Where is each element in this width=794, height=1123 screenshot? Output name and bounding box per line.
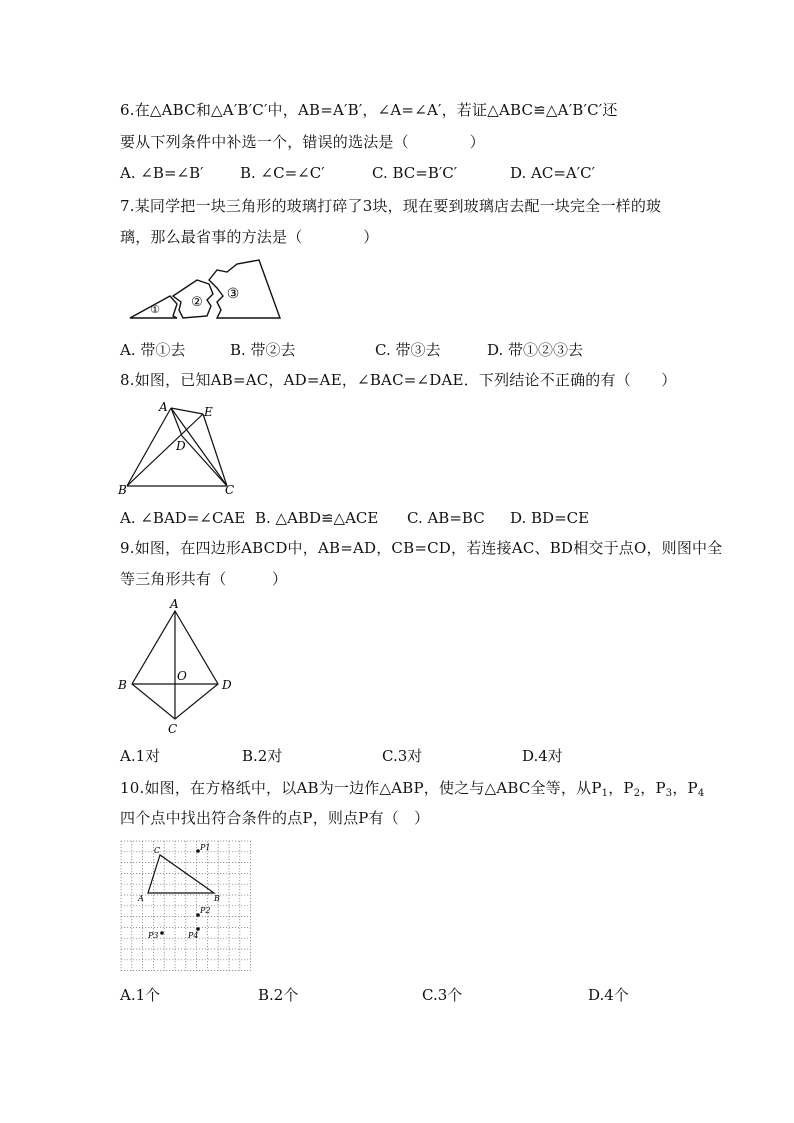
q10-label-p1: P1 [200, 843, 211, 852]
triangle-abc [148, 855, 214, 893]
q6-option-a: A. ∠B=∠B′ [120, 164, 204, 182]
q8-label-a: A [159, 400, 168, 414]
p1-subscript: 1 [601, 788, 609, 799]
q6-option-c: C. BC=B′C′ [372, 164, 458, 182]
q9-label-o: O [177, 669, 187, 683]
q8-option-a: A. ∠BAD=∠CAE [120, 509, 246, 527]
q10-option-a: A.1个 [120, 986, 161, 1004]
q8-label-d: D [176, 439, 186, 453]
q9-option-b: B.2对 [242, 747, 283, 765]
grid-lines [121, 841, 251, 971]
q8-option-c: C. AB=BC [407, 509, 485, 527]
q7-line-1: 7.某同学把一块三角形的玻璃打碎了3块，现在要到玻璃店去配一块完全一样的玻 [120, 197, 662, 215]
glass-piece-2-label: ② [191, 295, 203, 310]
q8-line-1: 8.如图，已知AB=AC，AD=AE，∠BAC=∠DAE．下列结论不正确的有（ ） [120, 371, 677, 389]
q7-option-a: A. 带①去 [120, 341, 186, 359]
q7-line-2: 璃，那么最省事的方法是（ ） [120, 228, 379, 246]
q10-line-2: 四个点中找出符合条件的点P，则点P有（ ） [120, 809, 430, 827]
q10-label-b: B [214, 894, 220, 903]
q9-line-1: 9.如图，在四边形ABCD中，AB=AD，CB=CD，若连接AC、BD相交于点O，则图中全 [120, 539, 723, 557]
q8-triangle-figure [115, 398, 245, 498]
q10-option-b: B.2个 [258, 986, 299, 1004]
q6-option-b: B. ∠C=∠C′ [240, 164, 325, 182]
q10-label-p4: P4 [188, 931, 199, 940]
q9-option-d: D.4对 [522, 747, 563, 765]
q10-label-c: C [154, 846, 161, 855]
q7-option-b: B. 带②去 [230, 341, 296, 359]
q9-option-a: A.1对 [120, 747, 161, 765]
q10-grid-figure [118, 838, 253, 973]
q7-option-c: C. 带③去 [375, 341, 441, 359]
q9-option-c: C.3对 [382, 747, 423, 765]
q6-option-d: D. AC=A′C′ [510, 164, 596, 182]
q6-line-1: 6.在△ABC和△A′B′C′中，AB=A′B′，∠A=∠A′，若证△ABC≌△A′B′C′还 [120, 101, 618, 119]
q10-line-1-text: 10.如图，在方格纸中，以AB为一边作△ABP，使之与△ABC全等，从P [120, 779, 602, 797]
q8-label-c: C [225, 483, 235, 497]
q10-label-a: A [138, 894, 144, 903]
q10-label-p3: P3 [148, 931, 159, 940]
q8-label-e: E [204, 405, 213, 419]
glass-piece-1-label: ① [150, 303, 160, 316]
q9-label-a: A [170, 597, 179, 611]
q10-line-1: 10.如图，在方格纸中，以AB为一边作△ABP，使之与△ABC全等，从$P_1$，$P_2$，$P_3$，$P_4$ [120, 779, 705, 799]
broken-glass-figure [125, 258, 285, 324]
point-p3 [160, 931, 164, 935]
glass-piece-3 [209, 260, 280, 318]
q9-label-d: D [222, 678, 232, 692]
p4-subscript: 4 [697, 788, 705, 799]
p3-subscript: 3 [665, 788, 673, 799]
q10-label-p2: P2 [200, 906, 211, 915]
q7-option-d: D. 带①②③去 [487, 341, 584, 359]
q9-label-c: C [168, 722, 178, 736]
q8-option-b: B. △ABD≌△ACE [255, 509, 379, 527]
p2-subscript: 2 [633, 788, 641, 799]
q6-line-2: 要从下列条件中补选一个，错误的选法是（ ） [120, 133, 485, 151]
q10-option-c: C.3个 [422, 986, 463, 1004]
q9-line-2: 等三角形共有（ ） [120, 570, 288, 588]
q10-option-d: D.4个 [588, 986, 629, 1004]
q9-quadrilateral-figure [112, 595, 242, 740]
q8-label-b: B [118, 483, 127, 497]
glass-piece-3-label: ③ [226, 286, 240, 302]
q9-label-b: B [118, 678, 127, 692]
q8-option-d: D. BD=CE [510, 509, 590, 527]
